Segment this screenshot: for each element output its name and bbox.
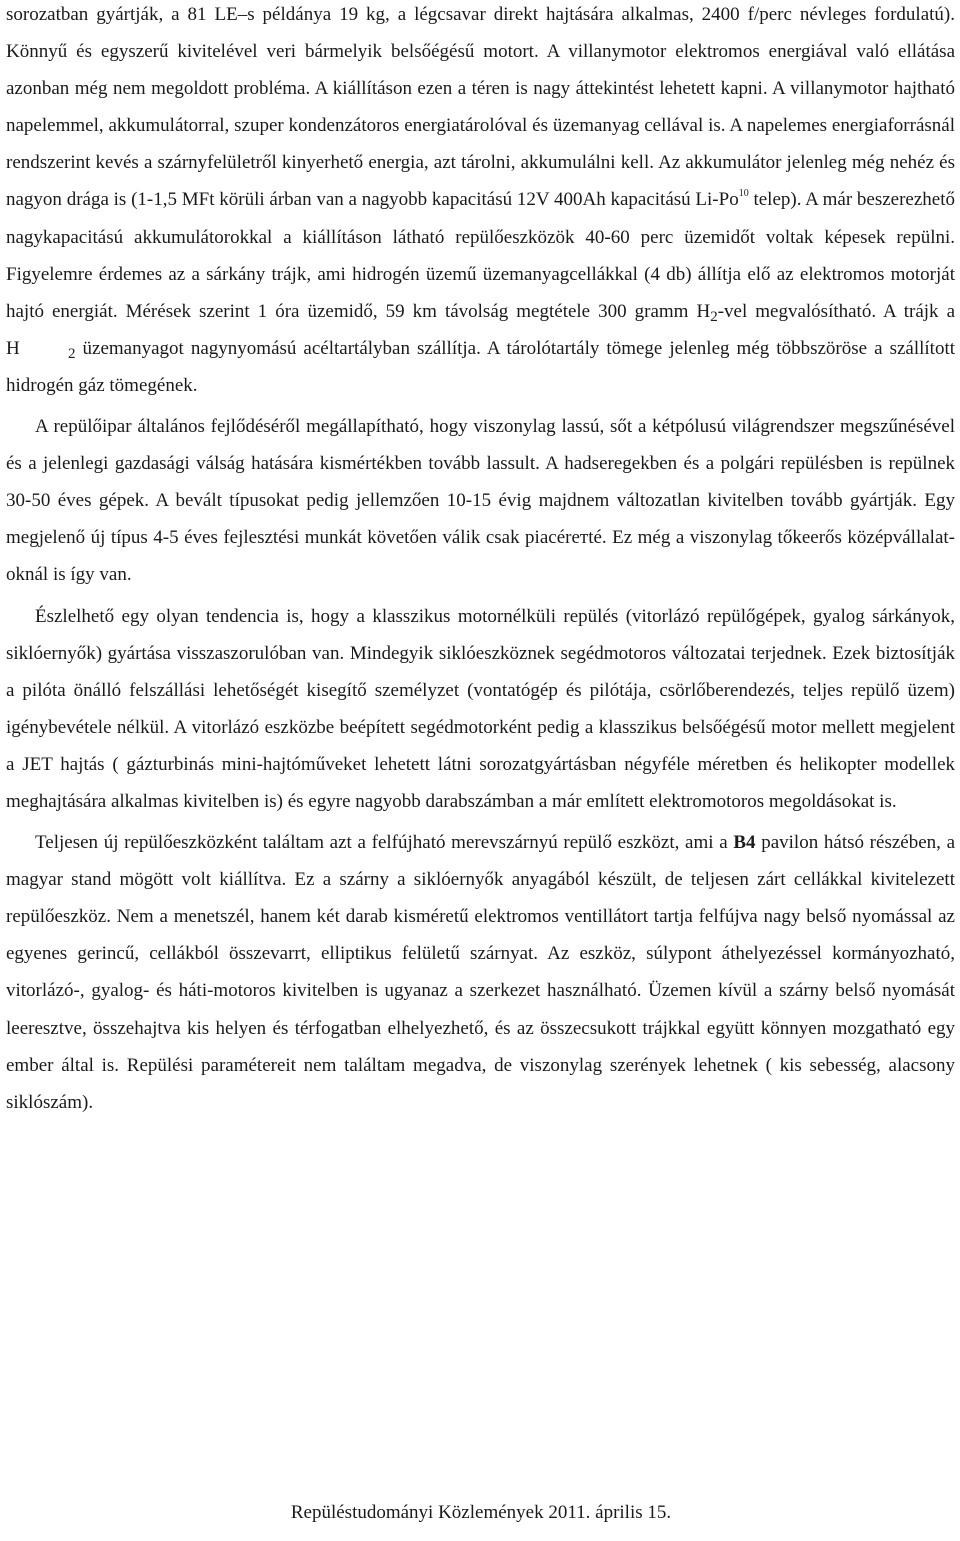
subscript: 2 — [68, 345, 76, 362]
text-run: üzemanyagot nagynyomású acéltartályban szállítja. A tárolótartály tömege jelenleg még többszöröse a szállított hidrogén gáz tömegének. — [6, 337, 955, 396]
text-run: telep). A már beszerezhető nagykapacitású akkumulátorokkal a kiállításon látható repülőeszközök 40-60 perc üzemidőt voltak képesek repülni. Figyelemre érdemes az a sárkány trájk, ami hidrogén üzemű üzemanyagcellákkal (4 db) állítja elő az elektromos motorját hajtó energiát. Mérések szerint 1 óra üzemidő, 59 km távolság megtétele 300 gramm H — [6, 189, 956, 322]
paragraph — [6, 0, 955, 404]
subscript: 2 — [710, 308, 718, 325]
paragraph — [6, 408, 955, 593]
article-body — [6, 0, 955, 1121]
paragraph — [6, 598, 955, 821]
footer-citation: Repüléstudományi Közlemények 2011. április 15. — [290, 1502, 672, 1523]
text-run: Teljesen új repülőeszközként találtam azt a felfújható merevszárnyú repülő eszközt, ami a — [35, 832, 734, 854]
text-run: H — [6, 337, 20, 359]
text-run: A repülőipar általános fejlődéséről megállapítható, hogy viszonylag lassú, sőt a kétpólusú világrendszer megszűnésével és a jelenlegi gazdasági válság hatására kismértékben tovább lassult. A hadseregekben és a polgári repülésben is repülnek 30-50 éves gépek. A bevált típusokat pedig jellemzően 10-15 évig majdnem változatlan kivitelben tovább gyártják. Egy megjelenő új típus 4-5 éves fejlesztési munkát követően válik csak piacérетté. Ez még a viszonylag tőkeerős középvállalat-oknál is így van. — [6, 416, 955, 586]
paragraph — [6, 824, 955, 1121]
text-run: B4 — [733, 832, 756, 854]
text-run: Észlelhető egy olyan tendencia is, hogy a klasszikus motornélküli repülés (vitorlázó repülőgépek, gyalog sárkányok, siklóernyők) gyártása visszaszorulóban van. Mindegyik siklóeszköznek segédmotoros változatai terjednek. Ezek biztosítják a pilóta önálló felszállási lehetőségét kisegítő személyzet (vontatógép és pilótája, csörlőberendezés, teljes repülő üzem) igénybevétele nélkül. A vitorlázó eszközbe beépített segédmotorként pedig a klasszikus belsőégésű motor mellett megjelent a JET hajtás ( gázturbinás mini-hajtóműveket lehetett látni sorozatgyártásban négyféle méretben és helikopter modellek meghajtására alkalmas kivitelben is) és egyre nagyobb darabszámban a már említett elektromotoros megoldásokat is. — [6, 605, 955, 812]
superscript: 10 — [738, 188, 749, 200]
text-run: pavilon hátsó részében, a magyar stand mögött volt kiállítva. Ez a szárny a siklóernyők anyagából készült, de teljesen zárt cellákkal kivitelezett repülőeszköz. Nem a menetszél, hanem két darab kisméretű elektromos ventillátort tartja felfújva nagy belső nyomással az egyenes gerincű, cellákból összevarrt, elliptikus felületű szárnyat. Az eszköz, súlypont áthelyezéssel kormányozható, vitorlázó-, gyalog- és háti-motoros kivitelben is ugyanaz a szerkezet használható. Üzemen kívül a szárny belső nyomását leeresztve, összehajtva kis helyen és térfogatban elhelyezhető, és az összecsukott trájkkal együtt könnyen mozgatható egy ember által is. Repülési paramétereit nem találtam megadva, de viszonylag szerények lehetnek ( kis sebesség, alacsony siklószám). — [6, 832, 955, 1113]
text-run: -vel megvalósítható. A trájk a — [717, 300, 955, 322]
text-run: sorozatban gyártják, a 81 LE–s példánya 19 kg, a légcsavar direkt hajtására alkalmas, 2400 f/perc névleges fordulatú). Könnyű és egyszerű kivitelével veri bármelyik belsőégésű motort. A villanymotor elektromos energiával való ellátása azonban még nem megoldott probléma. A kiállításon ezen a téren is nagy áttekintést lehetett kapni. A villanymotor hajtható napelemmel, akkumulátorral, szuper kondenzátoros energiatárolóval és üzemanyag cellával is. A napelemes energiaforrásnál rendszerint kevés a szárnyfelületről kinyerhető energia, azt tárolni, akkumulálni kell. Az akkumulátor jelenleg még nehéz és nagyon drága is (1-1,5 MFt körüli árban van a nagyobb kapacitású 12V 400Ah kapacitású Li-Po — [6, 4, 955, 211]
page-footer — [0, 1501, 960, 1525]
